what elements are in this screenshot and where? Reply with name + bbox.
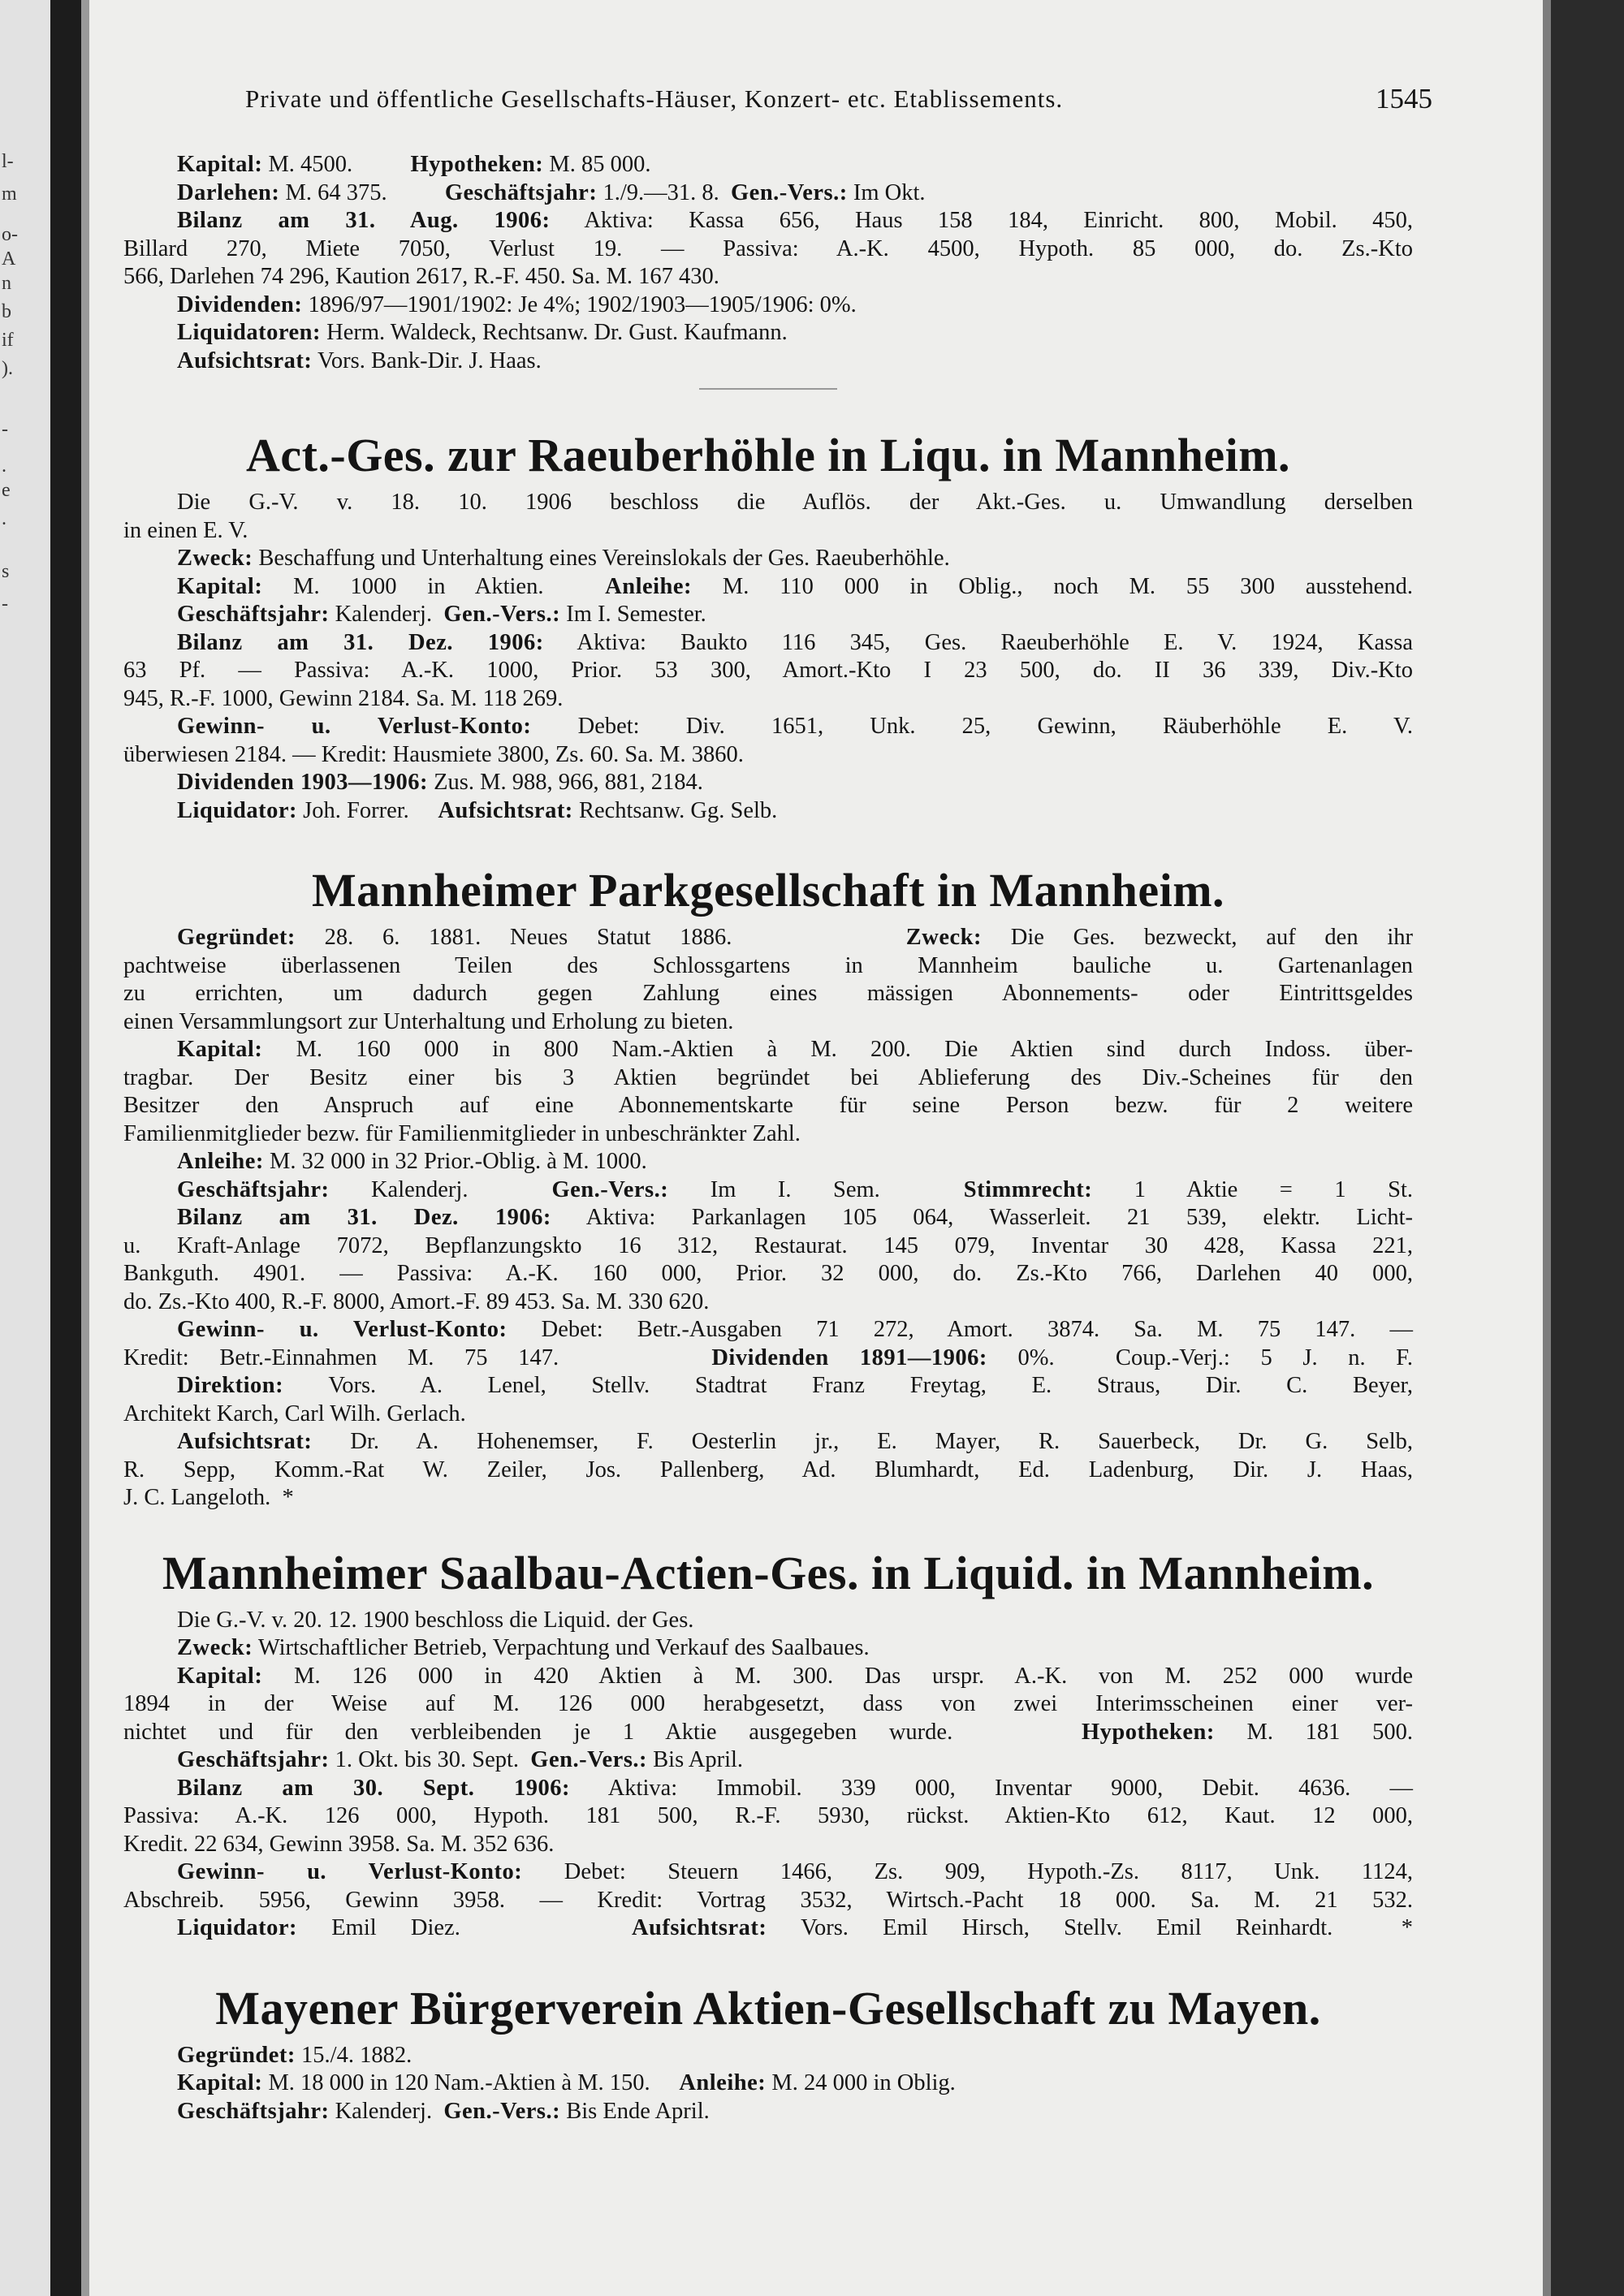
text-line: [123, 1316, 1413, 1344]
field-label: Liquidator:: [177, 1915, 298, 1940]
text-line: [123, 1008, 1413, 1037]
field-text: 1./9.—31. 8.: [597, 179, 731, 205]
field-text: Wirtschaftlicher Betrieb, Verpachtung und Verkauf des Saalbaues.: [253, 1635, 870, 1660]
field-text: Architekt Karch, Carl Wilh. Gerlach.: [123, 1400, 466, 1426]
page-number: 1545: [1376, 83, 1432, 114]
field-label: Gen.-Vers.:: [443, 2098, 561, 2124]
text-line: [123, 1746, 1413, 1775]
text-line: [123, 1719, 1413, 1747]
field-label: Zweck:: [905, 925, 983, 950]
field-text: J. C. Langeloth. *: [123, 1485, 294, 1510]
text-line: [123, 1148, 1413, 1176]
text-line: [123, 2042, 1413, 2070]
field-text: Aktiva: Kassa 656, Haus 158 184, Einricht. 800, Mobil. 450,: [550, 208, 1414, 233]
field-text: Passiva: A.-K. 126 000, Hypoth. 181 500, R.-F. 5930, rückst. Aktien-Kto 612, Kaut. 12 000,: [123, 1803, 1413, 1828]
text-line: [123, 1176, 1413, 1205]
field-text: Aktiva: Immobil. 339 000, Inventar 9000, Debit. 4636. —: [570, 1775, 1413, 1801]
field-text: M. 110 000 in Oblig., noch M. 55 300 ausstehend.: [692, 573, 1413, 599]
field-label: Gen.-Vers.:: [731, 179, 848, 205]
margin-fragment: e: [2, 480, 11, 501]
field-label: Bilanz am 31. Dez. 1906:: [177, 1205, 551, 1230]
field-label: Zweck:: [177, 546, 253, 571]
field-text: Familienmitglieder bezw. für Familienmitglieder in unbeschränkter Zahl.: [123, 1120, 801, 1146]
section-gap: [123, 1513, 1413, 1540]
text-line: [123, 952, 1413, 981]
field-label: Kapital:: [177, 1663, 263, 1689]
company-heading: Act.-Ges. zur Raeuberhöhle in Liqu. in Mannheim.: [245, 429, 1291, 481]
field-text: Die G.-V. v. 18. 10. 1906 beschloss die Auflös. der Akt.-Ges. u. Umwandlung derselben: [177, 490, 1413, 515]
body-text: [123, 151, 1413, 2126]
field-text: u. Kraft-Anlage 7072, Bepflanzungskto 16 312, Restaurat. 145 079, Inventar 30 428, Kassa 221,: [123, 1232, 1413, 1258]
field-text: Herm. Waldeck, Rechtsanw. Dr. Gust. Kaufmann.: [321, 320, 788, 345]
text-line: [123, 1372, 1413, 1400]
margin-fragment: b: [2, 301, 11, 322]
field-text: tragbar. Der Besitz einer bis 3 Aktien begründet bei Ablieferung des Div.-Scheines für den: [123, 1064, 1413, 1090]
text-line: [123, 1775, 1413, 1803]
text-line: [123, 1260, 1413, 1288]
text-line: [123, 235, 1413, 264]
text-line: [123, 319, 1413, 347]
field-text: 28. 6. 1881. Neues Statut 1886.: [295, 925, 906, 950]
field-label: Geschäftsjahr:: [177, 1747, 330, 1772]
field-text: Die Ges. bezweckt, auf den ihr: [982, 925, 1413, 950]
text-line: [123, 1064, 1413, 1093]
field-text: 0%. Coup.-Verj.: 5 J. n. F.: [987, 1344, 1413, 1370]
text-line: [123, 1344, 1413, 1373]
field-text: Beschaffung und Unterhaltung eines Vereinslokals der Ges. Raeuberhöhle.: [253, 546, 950, 571]
text-line: [123, 1036, 1413, 1064]
field-label: Gewinn- u. Verlust-Konto:: [177, 714, 532, 739]
field-label: Bilanz am 31. Dez. 1906:: [177, 629, 544, 655]
text-line: [123, 1092, 1413, 1120]
company-heading: Mannheimer Parkgesellschaft in Mannheim.: [311, 864, 1225, 917]
field-label: Anleihe:: [679, 2070, 767, 2095]
field-text: M. 32 000 in 32 Prior.-Oblig. à M. 1000.: [263, 1149, 647, 1174]
text-line: [123, 1802, 1413, 1831]
text-line: [123, 1634, 1413, 1663]
margin-fragment: -: [2, 419, 8, 440]
text-line: [123, 1288, 1413, 1317]
field-text: M. 64 375.: [279, 179, 445, 205]
field-text: Kalenderj.: [329, 2098, 444, 2124]
margin-fragment: n: [2, 273, 11, 294]
field-text: Besitzer den Anspruch auf eine Abonnementskarte für seine Person bezw. für 2 weitere: [123, 1093, 1413, 1118]
text-line: [123, 347, 1413, 376]
company-heading: Mannheimer Saalbau-Actien-Ges. in Liquid. in Mannheim.: [162, 1546, 1375, 1599]
field-text: Kredit: Betr.-Einnahmen M. 75 147.: [123, 1344, 712, 1370]
field-text: in einen E. V.: [123, 517, 248, 543]
field-label: Gewinn- u. Verlust-Konto:: [177, 1317, 508, 1342]
company-heading: Mayener Bürgerverein Aktien-Gesellschaft zu Mayen.: [215, 1981, 1321, 2035]
running-head-title: Private und öffentliche Gesellschafts-Häuser, Konzert- etc. Etablissements.: [245, 84, 1064, 113]
text-line: [123, 980, 1413, 1008]
adjacent-page-edge: [0, 0, 50, 2296]
field-label: Bilanz am 31. Aug. 1906:: [177, 208, 551, 233]
field-label: Dividenden:: [177, 291, 303, 317]
field-text: Debet: Betr.-Ausgaben 71 272, Amort. 3874. Sa. M. 75 147. —: [507, 1317, 1413, 1342]
text-line: [123, 1914, 1413, 1943]
field-label: Liquidator:: [177, 797, 298, 823]
field-text: Rechtsanw. Gg. Selb.: [572, 797, 778, 823]
field-label: Gen.-Vers.:: [443, 602, 561, 627]
text-line: [123, 713, 1413, 741]
text-line: [123, 573, 1413, 602]
field-label: Kapital:: [177, 152, 263, 177]
text-line: [123, 2069, 1413, 2098]
field-text: Vors. Bank-Dir. J. Haas.: [312, 347, 542, 373]
field-text: 945, R.-F. 1000, Gewinn 2184. Sa. M. 118 269.: [123, 685, 564, 711]
field-text: Debet: Div. 1651, Unk. 25, Gewinn, Räuberhöhle E. V.: [531, 714, 1413, 739]
field-label: Liquidatoren:: [177, 320, 322, 345]
field-label: Direktion:: [177, 1373, 284, 1398]
field-label: Kapital:: [177, 573, 263, 599]
text-line: [123, 291, 1413, 320]
field-label: Hypotheken:: [410, 152, 544, 177]
text-line: [123, 1428, 1413, 1457]
field-label: Kapital:: [177, 1037, 263, 1062]
field-text: 1. Okt. bis 30. Sept.: [329, 1747, 531, 1772]
field-text: Im I. Semester.: [560, 602, 706, 627]
section-gap: [123, 825, 1413, 857]
text-line: [123, 2098, 1413, 2126]
field-text: Im I. Sem.: [668, 1176, 964, 1202]
text-line: [123, 1457, 1413, 1485]
margin-fragment: .: [2, 508, 6, 529]
field-text: Bankguth. 4901. — Passiva: A.-K. 160 000, Prior. 32 000, do. Zs.-Kto 766, Darlehen 40 000,: [123, 1261, 1413, 1286]
text-line: [123, 1690, 1413, 1719]
text-line: [123, 545, 1413, 573]
field-text: 15./4. 1882.: [295, 2042, 412, 2068]
field-text: Joh. Forrer.: [297, 797, 438, 823]
field-text: Vors. Emil Hirsch, Stellv. Emil Reinhardt. *: [767, 1915, 1413, 1940]
text-line: [123, 207, 1413, 235]
field-label: Dividenden 1891—1906:: [711, 1344, 987, 1370]
field-label: Gen.-Vers.:: [530, 1747, 648, 1772]
field-text: zu errichten, um dadurch gegen Zahlung eines mässigen Abonnements- oder Eintrittsgeldes: [123, 981, 1413, 1006]
text-line: [123, 1400, 1413, 1429]
field-label: Aufsichtsrat:: [631, 1915, 767, 1940]
field-label: Aufsichtsrat:: [438, 797, 573, 823]
field-label: Kapital:: [177, 2070, 263, 2095]
field-text: M. 18 000 in 120 Nam.-Aktien à M. 150.: [262, 2070, 680, 2095]
margin-fragment: A: [2, 248, 16, 270]
field-text: 1896/97—1901/1902: Je 4%; 1902/1903—1905/1906: 0%.: [302, 291, 857, 317]
field-label: Gegründet:: [177, 2042, 296, 2068]
field-text: Emil Diez.: [297, 1915, 632, 1940]
field-text: Kredit. 22 634, Gewinn 3958. Sa. M. 352 636.: [123, 1831, 555, 1857]
text-line: [123, 1232, 1413, 1261]
field-label: Geschäftsjahr:: [177, 1176, 330, 1202]
text-line: [123, 657, 1413, 685]
field-label: Geschäftsjahr:: [177, 2098, 330, 2124]
text-line: [123, 741, 1413, 770]
field-label: Stimmrecht:: [963, 1176, 1093, 1202]
field-label: Aufsichtsrat:: [177, 347, 313, 373]
section-gap: [123, 1943, 1413, 1975]
field-text: Vors. A. Lenel, Stellv. Stadtrat Franz Freytag, E. Straus, Dir. C. Beyer,: [283, 1373, 1413, 1398]
text-line: [123, 1858, 1413, 1887]
field-label: Gegründet:: [177, 925, 296, 950]
text-line: [123, 517, 1413, 546]
text-line: [123, 1204, 1413, 1232]
scanned-page: [89, 0, 1543, 2296]
text-line: [123, 601, 1413, 629]
field-label: Anleihe:: [605, 573, 693, 599]
text-line: [123, 179, 1413, 208]
text-line: [123, 629, 1413, 658]
field-text: M. 24 000 in Oblig.: [766, 2070, 956, 2095]
field-text: Bis Ende April.: [560, 2098, 710, 2124]
field-text: M. 126 000 in 420 Aktien à M. 300. Das urspr. A.-K. von M. 252 000 wurde: [262, 1663, 1413, 1689]
field-text: Bis April.: [647, 1747, 744, 1772]
field-label: Dividenden 1903—1906:: [177, 770, 428, 795]
field-text: nichtet und für den verbleibenden je 1 Aktie ausgegeben wurde.: [123, 1719, 1082, 1745]
field-label: Hypotheken:: [1081, 1719, 1215, 1745]
margin-fragment: s: [2, 561, 10, 582]
field-text: Kalenderj.: [329, 602, 444, 627]
field-text: do. Zs.-Kto 400, R.-F. 8000, Amort.-F. 89 453. Sa. M. 330 620.: [123, 1288, 710, 1314]
field-text: pachtweise überlassenen Teilen des Schlossgartens in Mannheim bauliche u. Gartenanlagen: [123, 952, 1413, 978]
text-line: [123, 489, 1413, 517]
field-text: Zus. M. 988, 966, 881, 2184.: [428, 770, 703, 795]
field-text: Billard 270, Miete 7050, Verlust 19. — Passiva: A.-K. 4500, Hypoth. 85 000, do. Zs.-Kto: [123, 235, 1413, 261]
field-text: 1 Aktie = 1 St.: [1092, 1176, 1413, 1202]
field-label: Geschäftsjahr:: [444, 179, 598, 205]
field-text: R. Sepp, Komm.-Rat W. Zeiler, Jos. Pallenberg, Ad. Blumhardt, Ed. Ladenburg, Dir. J. Haas,: [123, 1457, 1413, 1482]
margin-fragment: l-: [2, 151, 14, 172]
text-line: [123, 151, 1413, 179]
text-line: [123, 1831, 1413, 1859]
margin-fragment: -: [2, 593, 8, 615]
text-line: [123, 1887, 1413, 1915]
margin-fragment: ).: [2, 358, 13, 379]
field-text: Abschreib. 5956, Gewinn 3958. — Kredit: Vortrag 3532, Wirtsch.-Pacht 18 000. Sa. M. 21 532.: [123, 1887, 1413, 1913]
field-label: Zweck:: [177, 1635, 253, 1660]
margin-fragment: o-: [2, 224, 18, 245]
field-text: Aktiva: Parkanlagen 105 064, Wasserleit. 21 539, elektr. Licht-: [551, 1205, 1413, 1230]
field-text: M. 85 000.: [543, 152, 651, 177]
text-line: [123, 1484, 1413, 1513]
field-text: 1894 in der Weise auf M. 126 000 herabgesetzt, dass von zwei Interimsscheinen einer ver-: [123, 1691, 1413, 1716]
binding-edge: [81, 0, 89, 2296]
field-text: Die G.-V. v. 20. 12. 1900 beschloss die Liquid. der Ges.: [177, 1607, 694, 1633]
text-line: [123, 1120, 1413, 1149]
text-line: [123, 685, 1413, 714]
field-label: Gen.-Vers.:: [551, 1176, 669, 1202]
text-line: [123, 924, 1413, 952]
text-line: [123, 1663, 1413, 1691]
margin-fragment: if: [2, 330, 14, 351]
text-line: [123, 769, 1413, 797]
field-text: 63 Pf. — Passiva: A.-K. 1000, Prior. 53 300, Amort.-Kto I 23 500, do. II 36 339, Div.-Kto: [123, 658, 1413, 683]
field-text: M. 1000 in Aktien.: [262, 573, 606, 599]
field-text: M. 160 000 in 800 Nam.-Aktien à M. 200. Die Aktien sind durch Indoss. über-: [262, 1037, 1413, 1062]
margin-fragment: .: [2, 455, 6, 477]
field-text: M. 4500.: [262, 152, 411, 177]
field-text: einen Versammlungsort zur Unterhaltung und Erholung zu bieten.: [123, 1008, 734, 1034]
field-text: Kalenderj.: [329, 1176, 552, 1202]
field-text: Aktiva: Baukto 116 345, Ges. Raeuberhöhle E. V. 1924, Kassa: [543, 629, 1413, 655]
scan-background-right: [1551, 0, 1624, 2296]
field-label: Aufsichtsrat:: [177, 1429, 313, 1454]
field-text: M. 181 500.: [1214, 1719, 1413, 1745]
field-text: Debet: Steuern 1466, Zs. 909, Hypoth.-Zs. 8117, Unk. 1124,: [522, 1859, 1413, 1884]
field-label: Darlehen:: [177, 179, 280, 205]
text-line: [123, 263, 1413, 291]
field-text: Dr. A. Hohenemser, F. Oesterlin jr., E. Mayer, R. Sauerbeck, Dr. G. Selb,: [312, 1429, 1413, 1454]
field-label: Gewinn- u. Verlust-Konto:: [177, 1859, 523, 1884]
field-label: Anleihe:: [177, 1149, 264, 1174]
field-label: Geschäftsjahr:: [177, 602, 330, 627]
text-line: [123, 1607, 1413, 1635]
text-line: [123, 797, 1413, 826]
margin-fragment: m: [2, 183, 17, 205]
field-text: Im Okt.: [847, 179, 926, 205]
running-head: [123, 83, 1432, 122]
field-label: Bilanz am 30. Sept. 1906:: [177, 1775, 571, 1801]
section-gap: [123, 390, 1413, 422]
field-text: überwiesen 2184. — Kredit: Hausmiete 3800, Zs. 60. Sa. M. 3860.: [123, 741, 744, 767]
field-text: 566, Darlehen 74 296, Kaution 2617, R.-F. 450. Sa. M. 167 430.: [123, 264, 719, 289]
